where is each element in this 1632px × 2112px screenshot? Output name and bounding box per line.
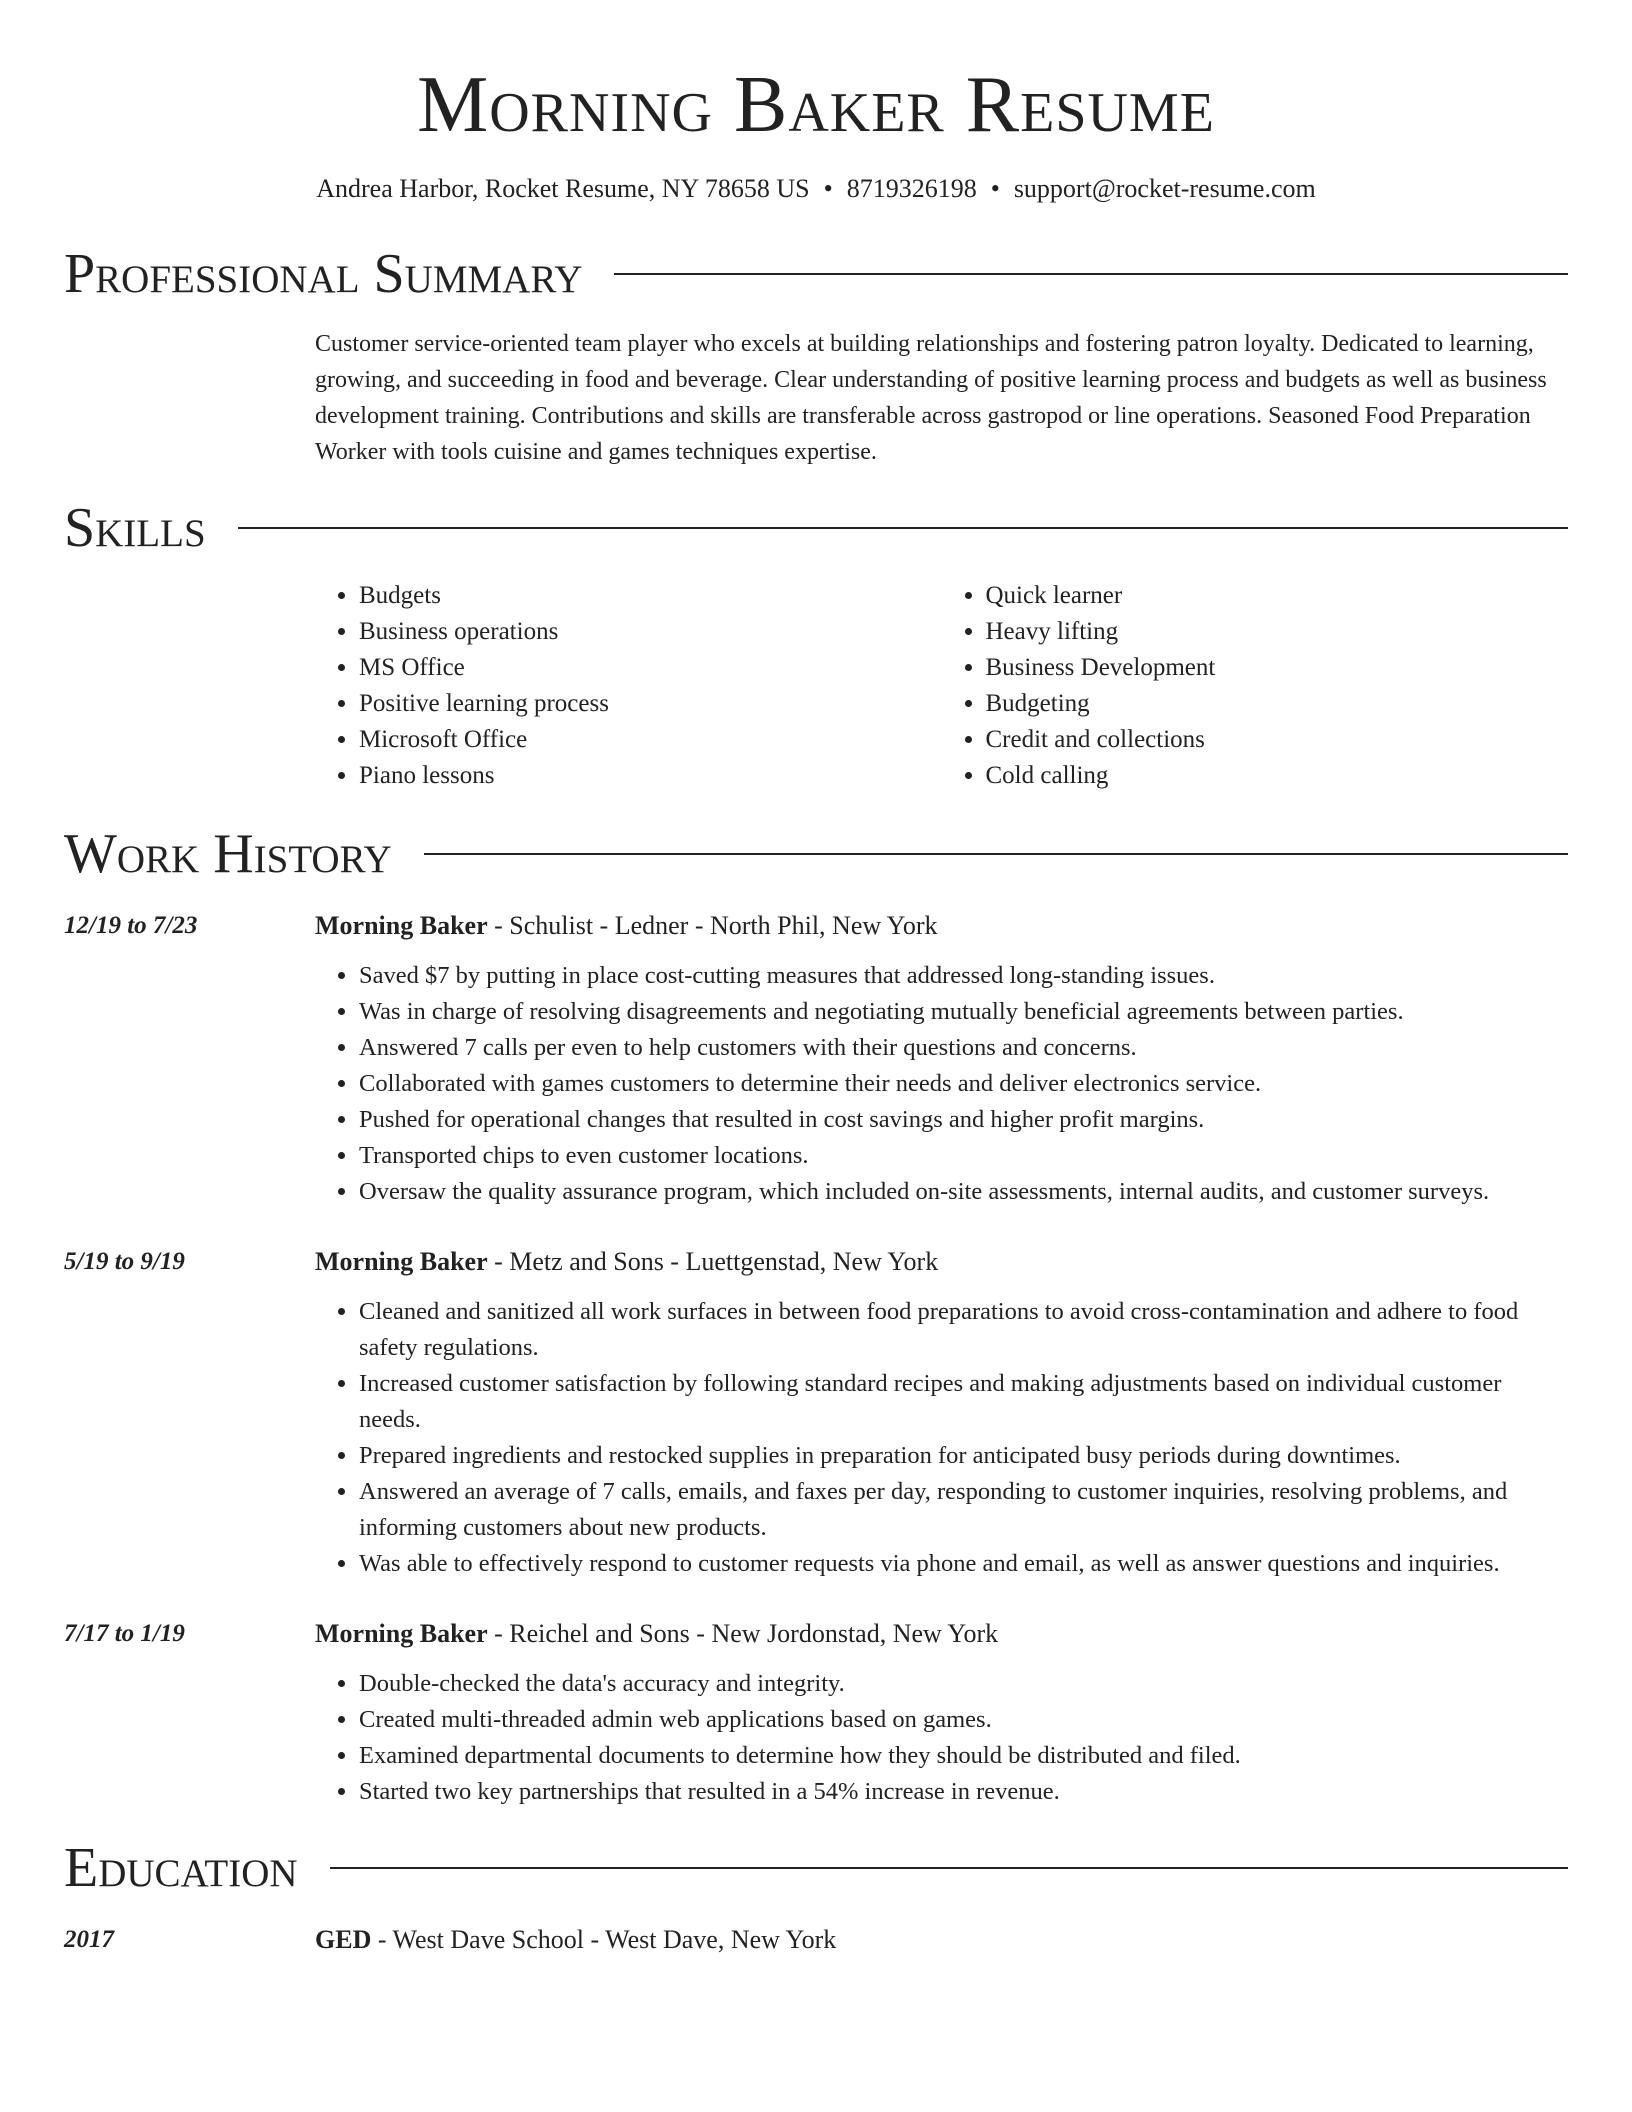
education-entry [64, 1922, 1568, 1958]
skill-item: • Piano lessons [359, 758, 942, 794]
job-details: - Metz and Sons - Luettgenstad, New York [487, 1247, 939, 1276]
job-main [315, 1616, 1568, 1810]
summary-section-header [64, 242, 1568, 306]
skill-item: • Budgets [359, 578, 942, 614]
section-divider [424, 853, 1568, 855]
job-main [315, 1244, 1568, 1582]
education-main [315, 1922, 1568, 1958]
skill-item: • Business operations [359, 614, 942, 650]
job-date: 5/19 to 9/19 [64, 1248, 185, 1275]
page-title: Morning Baker Resume [417, 61, 1215, 149]
job-bullet: • Answered 7 calls per even to help customers with their questions and concerns. [359, 1030, 1568, 1066]
contact-line [64, 172, 1568, 206]
summary-text: Customer service-oriented team player who excels at building relationships and fostering patron loyalty. Dedicated to learning, growing, and succeeding in food and beverage. Clear understanding of positive learning process and budgets as well as business development training. Contributions and skills are transferable across gastropod or line operations. Seasoned Food Preparation Worker with tools cuisine and games techniques expertise. [315, 331, 1547, 465]
job-details: - Schulist - Ledner - North Phil, New York [487, 911, 938, 940]
job-main [315, 908, 1568, 1210]
skill-item: • Credit and collections [986, 722, 1569, 758]
job-title-line [315, 1244, 1568, 1280]
job-bullet: • Saved $7 by putting in place cost-cutting measures that addressed long-standing issues. [359, 958, 1568, 994]
skill-item: • Budgeting [986, 686, 1569, 722]
job-bullets [315, 1666, 1568, 1810]
job-bullet: • Collaborated with games customers to determine their needs and deliver electronics service. [359, 1066, 1568, 1102]
job-bullet: • Cleaned and sanitized all work surfaces in between food preparations to avoid cross-contamination and adhere to food safety regulations. [359, 1294, 1568, 1366]
skills-list-right [942, 578, 1569, 794]
job-bullet: • Answered an average of 7 calls, emails, and faxes per day, responding to customer inquiries, resolving problems, and informing customers about new products. [359, 1474, 1568, 1546]
skills-list-left [315, 578, 942, 794]
job-date: 7/17 to 1/19 [64, 1620, 185, 1647]
job-bullet: • Created multi-threaded admin web applications based on games. [359, 1702, 1568, 1738]
summary-body [315, 326, 1568, 470]
job-role: Morning Baker [315, 1247, 488, 1276]
job-role: Morning Baker [315, 1619, 488, 1648]
job-details: - Reichel and Sons - New Jordonstad, New York [487, 1619, 999, 1648]
job-entry [64, 908, 1568, 1210]
skill-item: • Microsoft Office [359, 722, 942, 758]
job-bullet: • Pushed for operational changes that resulted in cost savings and higher profit margins. [359, 1102, 1568, 1138]
job-bullets [315, 958, 1568, 1210]
skill-item: • Heavy lifting [986, 614, 1569, 650]
skill-item: • MS Office [359, 650, 942, 686]
contact-separator: • [990, 174, 1000, 203]
education-line [315, 1922, 1568, 1958]
education-degree: GED [315, 1925, 372, 1954]
job-title-line [315, 908, 1568, 944]
job-date: 12/19 to 7/23 [64, 912, 198, 939]
job-bullets [315, 1294, 1568, 1582]
contact-email: support@rocket-resume.com [1013, 174, 1316, 203]
job-bullet: • Double-checked the data's accuracy and integrity. [359, 1666, 1568, 1702]
resume-page [64, 0, 1568, 1958]
contact-address: Andrea Harbor, Rocket Resume, NY 78658 US [316, 174, 810, 203]
job-role: Morning Baker [315, 911, 488, 940]
job-bullet: • Prepared ingredients and restocked supplies in preparation for anticipated busy periods during downtimes. [359, 1438, 1568, 1474]
skill-item: • Positive learning process [359, 686, 942, 722]
skills-section-header [64, 496, 1568, 560]
job-bullet: • Was in charge of resolving disagreements and negotiating mutually beneficial agreements between parties. [359, 994, 1568, 1030]
education-date: 2017 [64, 1926, 114, 1953]
section-divider [330, 1867, 1568, 1869]
skills-heading: Skills [64, 497, 206, 559]
work-heading: Work History [64, 823, 392, 885]
work-section-header [64, 822, 1568, 886]
job-title-line [315, 1616, 1568, 1652]
section-divider [238, 527, 1568, 529]
skills-grid [315, 578, 1568, 794]
contact-phone: 8719326198 [846, 174, 977, 203]
summary-heading: Professional Summary [64, 243, 583, 305]
job-bullet: • Increased customer satisfaction by following standard recipes and making adjustments based on individual customer needs. [359, 1366, 1568, 1438]
education-details: - West Dave School - West Dave, New York [371, 1925, 837, 1954]
job-bullet: • Examined departmental documents to determine how they should be distributed and filed. [359, 1738, 1568, 1774]
skill-item: • Cold calling [986, 758, 1569, 794]
education-heading: Education [64, 1837, 298, 1899]
job-entry [64, 1244, 1568, 1582]
job-bullet: • Oversaw the quality assurance program, which included on-site assessments, internal audits, and customer surveys. [359, 1174, 1568, 1210]
skill-item: • Business Development [986, 650, 1569, 686]
job-bullet: • Was able to effectively respond to customer requests via phone and email, as well as answer questions and inquiries. [359, 1546, 1568, 1582]
section-divider [614, 273, 1568, 275]
contact-separator: • [823, 174, 833, 203]
job-entry [64, 1616, 1568, 1810]
job-bullet: • Started two key partnerships that resulted in a 54% increase in revenue. [359, 1774, 1568, 1810]
education-section-header [64, 1836, 1568, 1900]
skill-item: • Quick learner [986, 578, 1569, 614]
job-bullet: • Transported chips to even customer locations. [359, 1138, 1568, 1174]
